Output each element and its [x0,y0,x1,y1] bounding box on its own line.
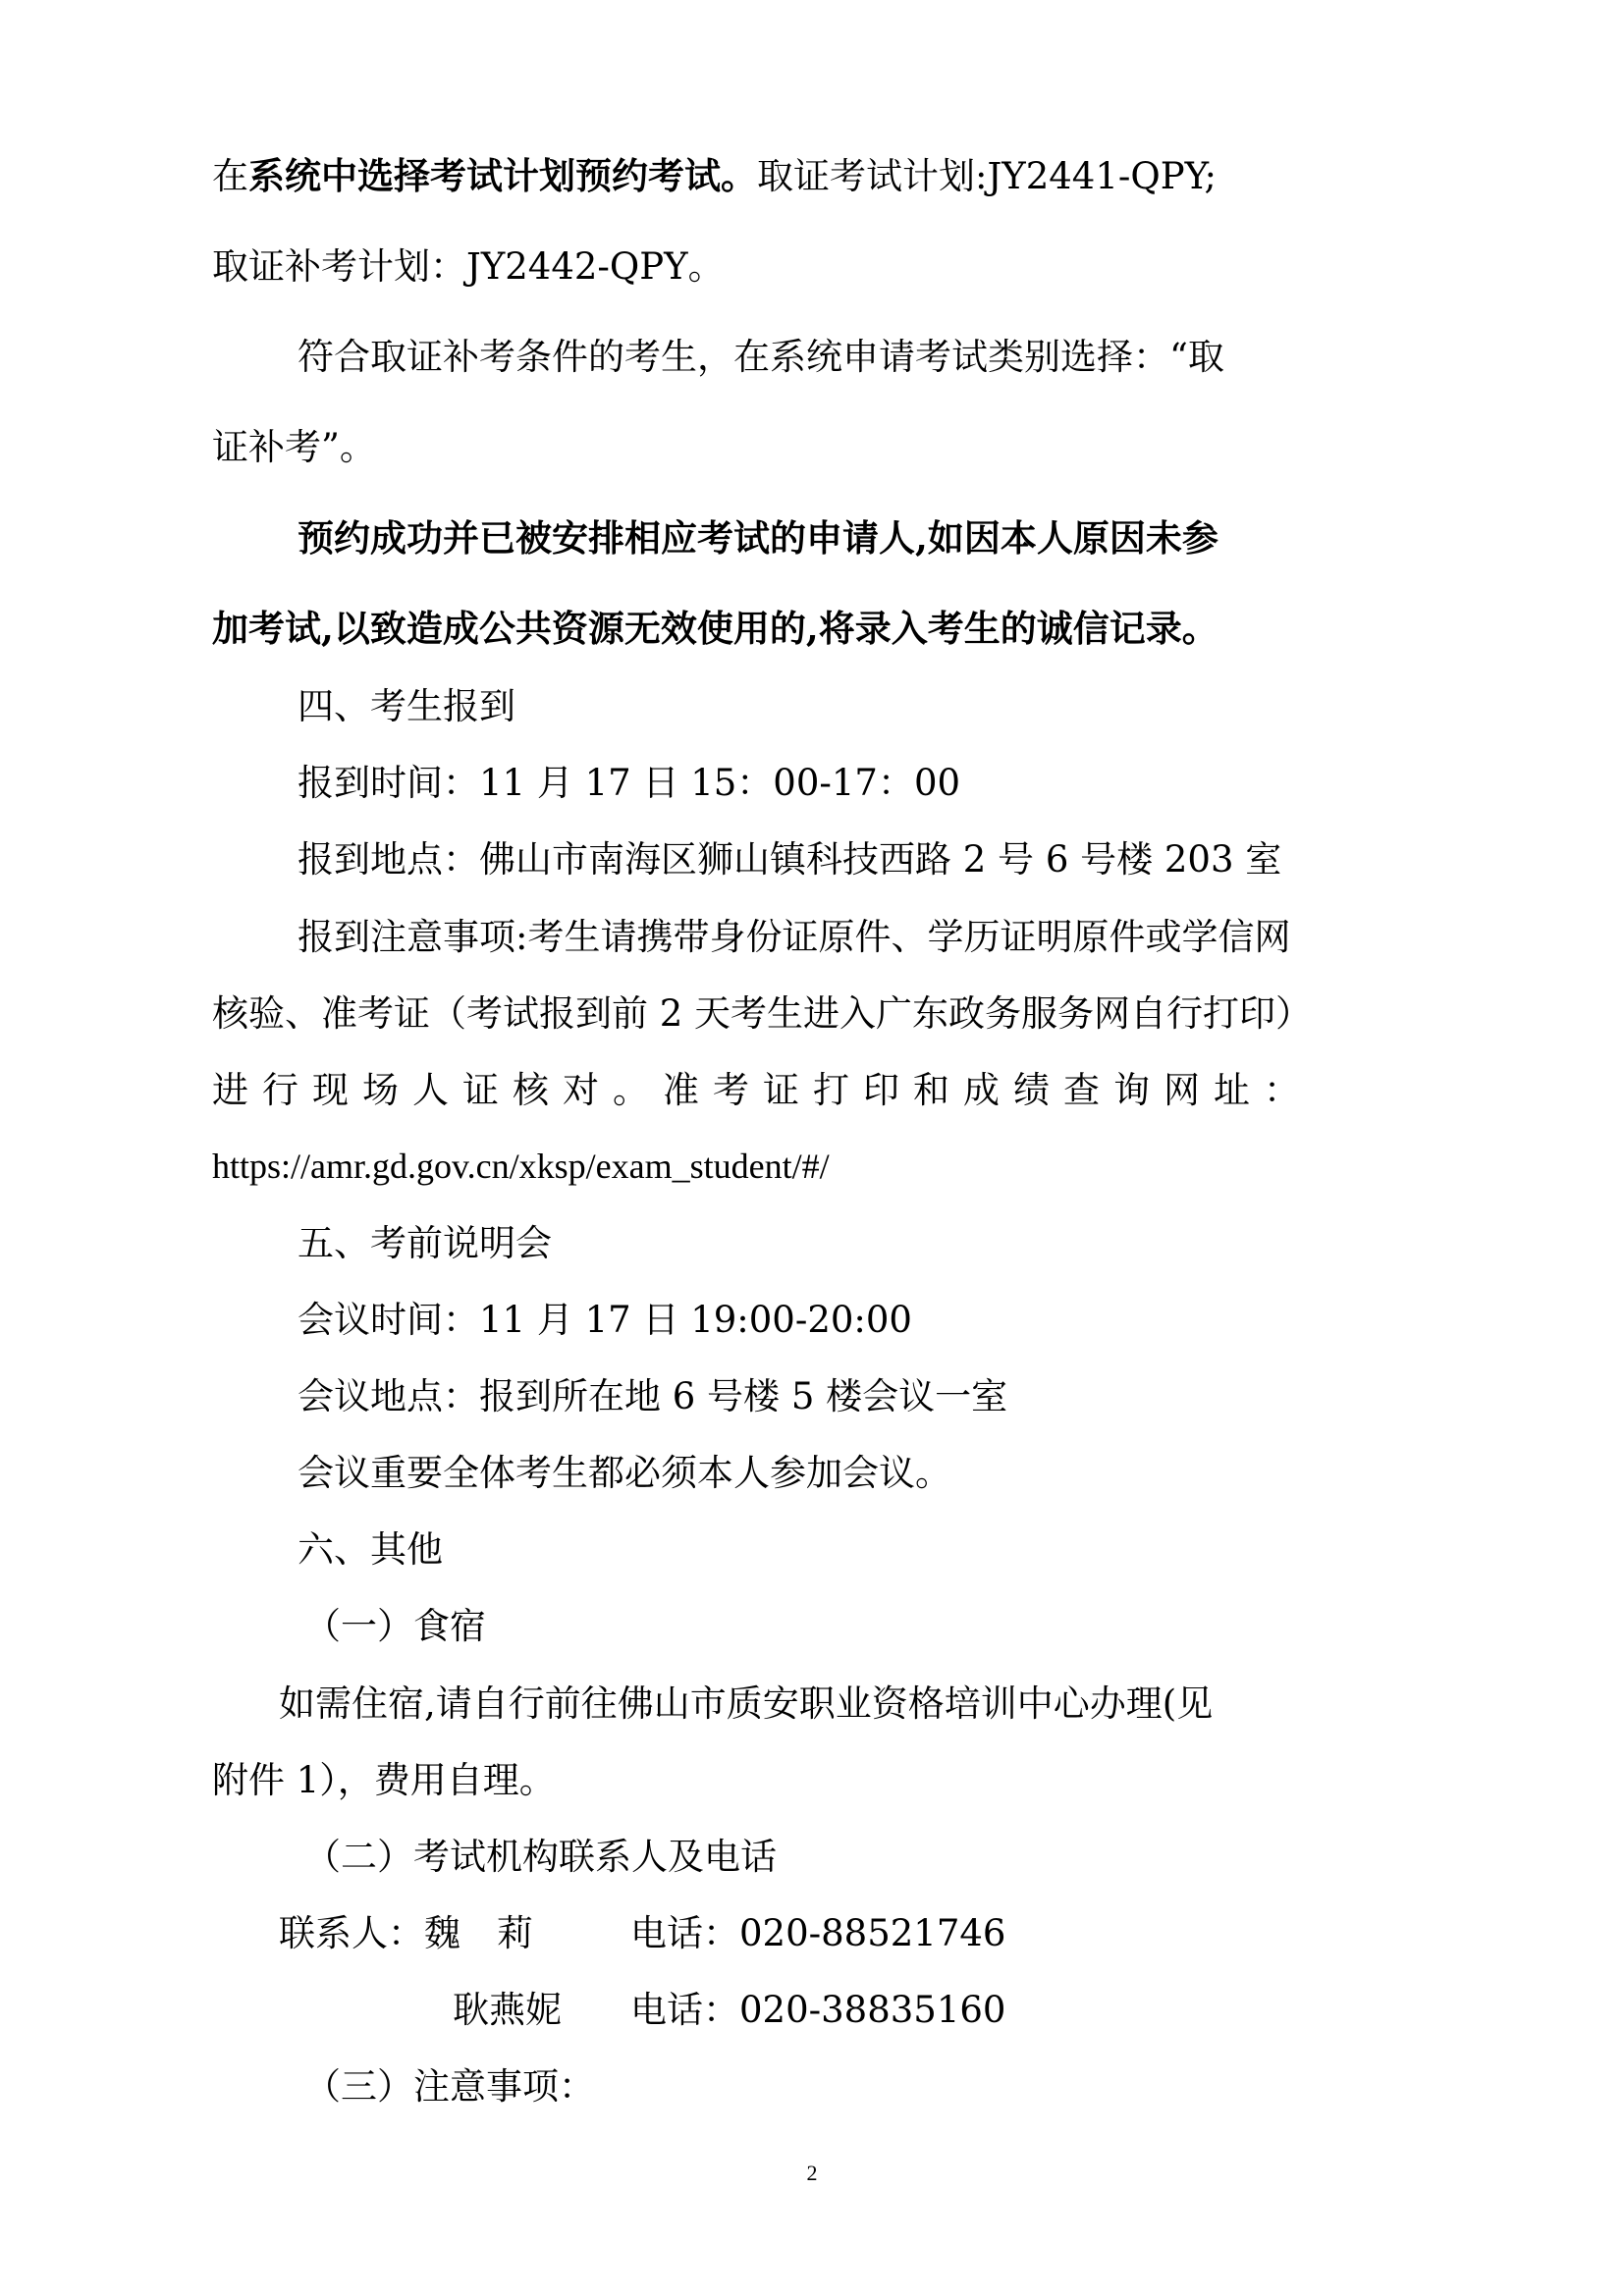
contact-name: 联系人：魏 莉 [279,1912,533,1954]
text-line [212,1069,1422,1111]
text-line: 会议重要全体考生都必须本人参加会议。 [298,1452,951,1494]
text-run: 在 [212,155,248,197]
text-line: 证补考”。 [212,426,376,468]
text-line: 报到地点：佛山市南海区狮山镇科技西路 2 号 6 号楼 203 室 [298,838,1282,881]
section-heading: 五、考前说明会 [298,1222,552,1264]
text-line: 报到注意事项:考生请携带身份证原件、学历证明原件或学信网 [298,916,1291,958]
section-heading: 四、考生报到 [298,685,515,727]
bold-text-line: 预约成功并已被安排相应考试的申请人,如因本人原因未参 [298,516,1218,560]
subsection-heading: （二）考试机构联系人及电话 [304,1836,777,1878]
text-line [212,154,1422,197]
text-line: 取证补考计划：JY2442-QPY。 [212,245,725,288]
text-line: 附件 1），费用自理。 [212,1759,556,1801]
bold-text-line: 加考试,以致造成公共资源无效使用的,将录入考生的诚信记录。 [212,607,1218,650]
text-line: 报到时间：11 月 17 日 15：00-17：00 [298,762,961,804]
contact-phone: 电话：020-38835160 [630,1989,1006,2031]
page-number: 2 [806,2161,818,2185]
bold-text-run: 系统中选择考试计划预约考试。 [248,154,757,197]
text-run: 取证考试计划:JY2441-QPY; [757,155,1217,197]
contact-name: 耿燕妮 [453,1989,562,2031]
text-line: 会议时间：11 月 17 日 19:00-20:00 [298,1299,912,1341]
subsection-heading: （三）注意事项： [304,2065,595,2108]
subsection-heading: （一）食宿 [304,1605,486,1647]
text-line: 符合取证补考条件的考生，在系统申请考试类别选择：“取 [298,336,1224,378]
text-line: 核验、准考证（考试报到前 2 天考生进入广东政务服务网自行打印） [212,992,1313,1035]
text-line: 会议地点：报到所在地 6 号楼 5 楼会议一室 [298,1375,1008,1417]
text-line: 如需住宿,请自行前往佛山市质安职业资格培训中心办理(见 [279,1682,1214,1725]
exam-url: https://amr.gd.gov.cn/xksp/exam_student/#/ [212,1147,830,1186]
section-heading: 六、其他 [298,1528,443,1571]
contact-phone: 电话：020-88521746 [630,1912,1006,1954]
text-run: 进行现场人证核对。准考证打印和成绩查询网址： [212,1069,1314,1111]
